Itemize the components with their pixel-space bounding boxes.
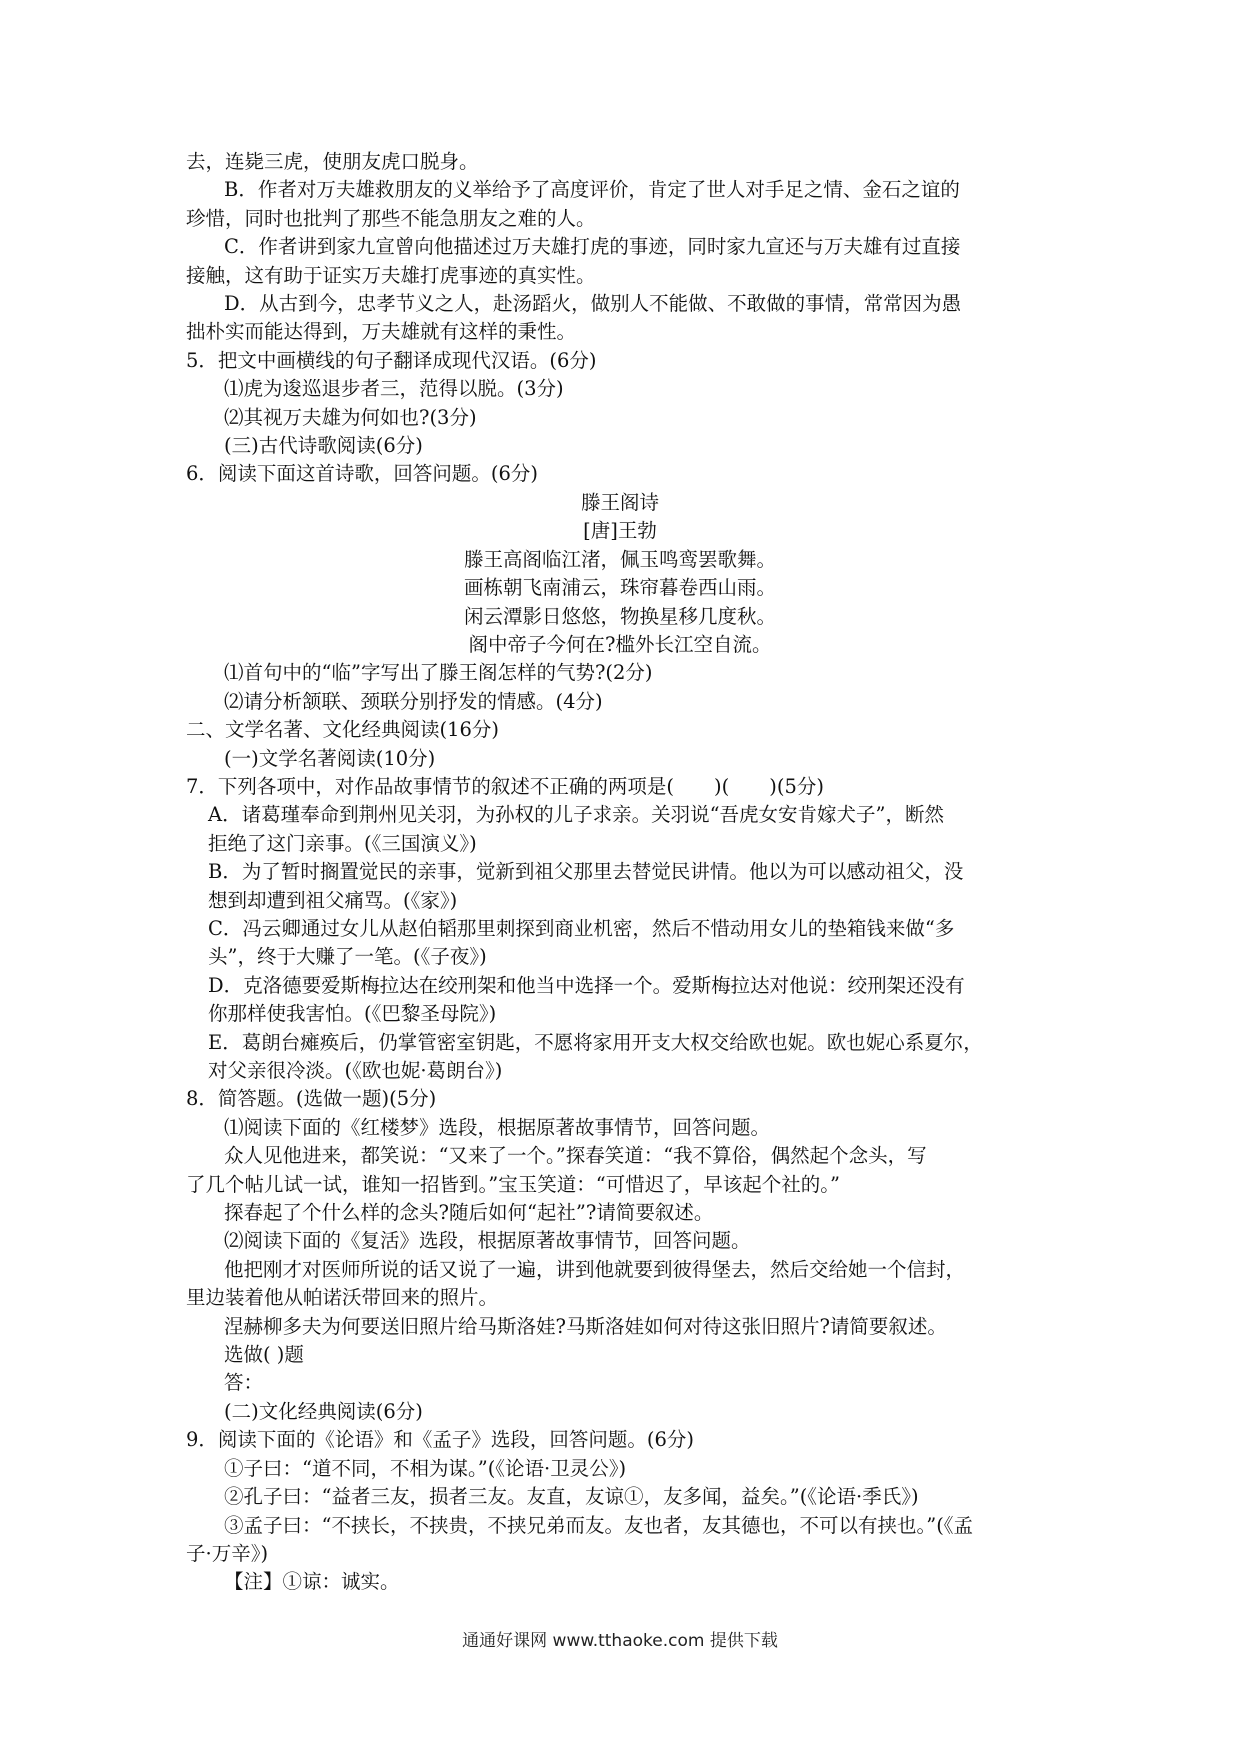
passage-top (186, 148, 1054, 489)
text-line: ⑴虎为逡巡退步者三，范得以脱。(3分) (224, 377, 564, 401)
text-line: 选做( )题 (224, 1343, 304, 1367)
text-line: 去，连毙三虎，使朋友虎口脱身。 (186, 150, 479, 173)
text-line: ⑵其视万夫雄为何如也?(3分) (224, 405, 477, 429)
text-line: 他把刚才对医师所说的话又说了一遍，讲到他就要到彼得堡去，然后交给她一个信封， (224, 1257, 966, 1281)
text-line: 对父亲很冷淡。(《欧也妮·葛朗台》) (208, 1059, 503, 1082)
text-line: 6．阅读下面这首诗歌，回答问题。(6分) (186, 462, 539, 486)
question-7 (186, 773, 1054, 801)
text-line: ⑴首句中的“临”字写出了滕王阁怎样的气势?(2分) (224, 661, 653, 685)
text-line: 答： (224, 1371, 264, 1395)
poem-title: 滕王阁诗 (580, 490, 659, 514)
text-line: 接触，这有助于证实万夫雄打虎事迹的真实性。 (186, 263, 596, 287)
page-footer: 通通好课网 www.tthaoke.com 提供下载 (462, 1631, 778, 1651)
text-line: ⑵阅读下面的《复活》选段，根据原著故事情节，回答问题。 (224, 1229, 751, 1253)
text-line: 拒绝了这门亲事。(《三国演义》) (208, 831, 477, 855)
text-line: A．诸葛瑾奉命到荆州见关羽，为孙权的儿子求亲。关羽说“吾虎女安肯嫁犬子”，断然 (208, 803, 945, 827)
text-line: 里边装着他从帕诺沃带回来的照片。 (186, 1286, 499, 1310)
text-line: D．从古到今，忠孝节义之人，赴汤蹈火，做别人不能做、不敢做的事情，常常因为愚 (224, 292, 962, 316)
poem-line: 滕王高阁临江渚，佩玉鸣鸾罢歌舞。 (463, 547, 776, 571)
text-line: (三)古代诗歌阅读(6分) (224, 434, 423, 458)
poem-line: 闲云潭影日悠悠，物换星移几度秋。 (463, 604, 776, 628)
text-line: 头”，终于大赚了一笔。(《子夜》) (208, 945, 487, 969)
text-line: ①子曰：“道不同，不相为谋。”(《论语·卫灵公》) (224, 1456, 627, 1480)
passage-bottom (186, 801, 1054, 1596)
q7-suffix: )(5分) (769, 774, 824, 798)
text-line: (二)文化经典阅读(6分) (224, 1399, 423, 1423)
text-line: ⑴阅读下面的《红楼梦》选段，根据原著故事情节，回答问题。 (224, 1115, 771, 1139)
text-line: ②孔子曰：“益者三友，损者三友。友直，友谅①，友多闻，益矣。”(《论语·季氏》) (224, 1485, 919, 1509)
text-line: 9．阅读下面的《论语》和《孟子》选段，回答问题。(6分) (186, 1428, 695, 1452)
page-content (186, 148, 1054, 1597)
text-line: C．冯云卿通过女儿从赵伯韬那里刺探到商业机密，然后不惜动用女儿的垫箱钱来做“多 (208, 916, 955, 940)
poem-author: [唐]王勃 (583, 519, 657, 543)
text-line: 【注】①谅：诚实。 (224, 1570, 400, 1594)
text-line: 涅赫柳多夫为何要送旧照片给马斯洛娃?马斯洛娃如何对待这张旧照片?请简要叙述。 (224, 1314, 947, 1338)
text-line: B．作者对万夫雄救朋友的义举给予了高度评价，肯定了世人对手足之情、金石之谊的 (224, 178, 960, 202)
text-line: 拙朴实而能达得到，万夫雄就有这样的秉性。 (186, 320, 577, 344)
text-line: 5．把文中画横线的句子翻译成现代汉语。(6分) (186, 348, 597, 372)
poem-line: 阁中帝子今何在?槛外长江空自流。 (468, 632, 772, 656)
poem-line: 画栋朝飞南浦云，珠帘暮卷西山雨。 (463, 576, 776, 600)
passage-mid (186, 659, 1054, 773)
text-line: E．葛朗台瘫痪后，仍掌管密室钥匙，不愿将家用开支大权交给欧也妮。欧也妮心系夏尔， (208, 1030, 983, 1054)
text-line: (一)文学名著阅读(10分) (224, 746, 436, 770)
text-line: B．为了暂时搁置觉民的亲事，觉新到祖父那里去替觉民讲情。他以为可以感动祖父，没 (208, 860, 964, 884)
text-line: 珍惜，同时也批判了那些不能急朋友之难的人。 (186, 206, 596, 230)
text-line: 二、文学名著、文化经典阅读(16分) (186, 718, 500, 742)
text-line: 你那样使我害怕。(《巴黎圣母院》) (208, 1002, 497, 1026)
text-line: 了几个帖儿试一试，谁知一招皆到。”宝玉笑道：“可惜迟了，早该起个社的。” (186, 1172, 840, 1196)
text-line: 想到却遭到祖父痛骂。(《家》) (208, 888, 458, 912)
text-line: 子·万辛》) (186, 1541, 269, 1565)
text-line: 探春起了个什么样的念头?随后如何“起社”?请简要叙述。 (224, 1201, 714, 1225)
text-line: 8．简答题。(选做一题)(5分) (186, 1087, 437, 1111)
text-line: 众人见他进来，都笑说：“又来了一个。”探春笑道：“我不算俗，偶然起个念头，写 (224, 1144, 927, 1168)
text-line: D．克洛德要爱斯梅拉达在绞刑架和他当中选择一个。爱斯梅拉达对他说：绞刑架还没有 (208, 973, 965, 997)
text-line: ③孟子曰：“不挟长，不挟贵，不挟兄弟而友。友也者，友其德也，不可以有挟也。”(《孟 (224, 1513, 974, 1537)
poem-block (186, 489, 1054, 659)
q7-mid: )( (714, 774, 730, 798)
text-line: C．作者讲到家九宣曾向他描述过万夫雄打虎的事迹，同时家九宣还与万夫雄有过直接 (224, 235, 961, 259)
text-line: ⑵请分析颔联、颈联分别抒发的情感。(4分) (224, 689, 603, 713)
q7-prefix: 7．下列各项中，对作品故事情节的叙述不正确的两项是( (186, 774, 675, 798)
